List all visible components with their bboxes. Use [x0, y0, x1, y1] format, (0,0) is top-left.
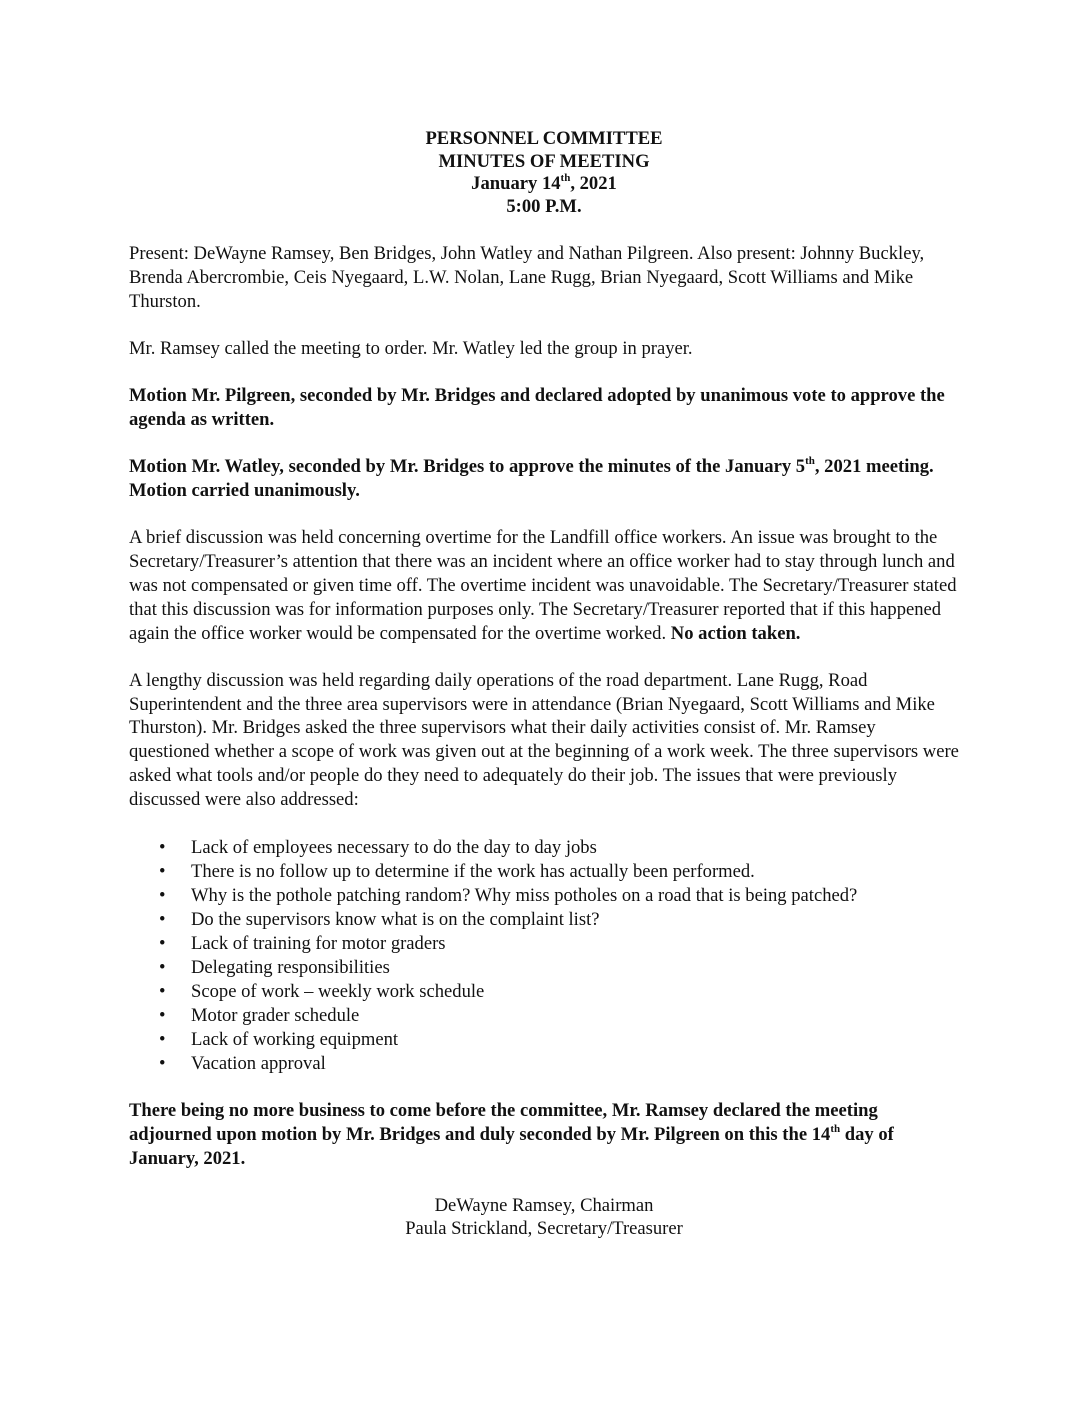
bullet-icon: • — [159, 980, 166, 1002]
overtime-discussion-text: A brief discussion was held concerning overtime for the Landfill office workers. An issue was brought to the Secretary/Treasurer’s attention that there was an incident where an office worker had to stay through lunch and was not compensated or given time off. The overtime incident was unavoidable. The Secretary/Treasurer stated that this discussion was for information purposes only. The Secretary/Treasurer reported that if this happened again the office worker would be compensated for the overtime worked. — [129, 527, 957, 644]
bullet-icon: • — [159, 1052, 166, 1074]
issue-text: Lack of working equipment — [191, 1028, 399, 1050]
issue-text: Scope of work – weekly work schedule — [191, 980, 485, 1002]
issue-item — [129, 1004, 959, 1028]
issue-item — [129, 860, 959, 884]
issue-item — [129, 1052, 959, 1076]
meeting-time: 5:00 P.M. — [506, 195, 582, 217]
adjournment-ordinal: th — [830, 1122, 841, 1135]
meeting-date — [129, 173, 959, 196]
bullet-icon: • — [159, 836, 166, 858]
issue-text: Motor grader schedule — [191, 1004, 360, 1026]
bullet-icon: • — [159, 956, 166, 978]
committee-title: PERSONNEL COMMITTEE — [425, 128, 663, 149]
minutes-motion-ordinal: th — [805, 455, 815, 468]
issue-item — [129, 836, 959, 860]
issue-text: Why is the pothole patching random? Why miss potholes on a road that is being patched? — [191, 884, 858, 906]
adjournment-date: day of January, 2021. — [129, 1123, 894, 1169]
issue-item — [129, 884, 959, 908]
minutes-motion-text: Motion Mr. Watley, seconded by Mr. Bridges to approve the minutes of the January 5 — [129, 456, 806, 478]
meeting-date-ordinal: th — [560, 171, 571, 184]
attendance-paragraph: Present: DeWayne Ramsey, Ben Bridges, John Watley and Nathan Pilgreen. Also present: Johnny Buckley, Brenda Abercrombie, Ceis Nyegaard, L.W. Nolan, Lane Rugg, Brian Nyegaard, Scott Williams and Mike Thurston. — [129, 243, 925, 312]
document-header — [129, 128, 959, 218]
issue-item — [129, 980, 959, 1004]
issue-text: Delegating responsibilities — [191, 956, 390, 978]
bullet-icon: • — [159, 860, 166, 882]
meeting-date-year: , 2021 — [570, 173, 617, 194]
issue-item — [129, 908, 959, 932]
bullet-icon: • — [159, 1004, 166, 1026]
issue-item — [129, 932, 959, 956]
meeting-date-main: January 14 — [471, 173, 561, 194]
issue-text: Vacation approval — [191, 1052, 326, 1074]
bullet-icon: • — [159, 908, 166, 930]
adjournment-paragraph — [129, 1099, 959, 1170]
minutes-motion-result: , 2021 meeting. Motion carried unanimously. — [129, 456, 934, 502]
issue-item — [129, 1028, 959, 1052]
minutes-title: MINUTES OF MEETING — [438, 150, 650, 172]
adjournment-text: There being no more business to come before the committee, Mr. Ramsey declared the meeting adjourned upon motion by Mr. Bridges and duly seconded by Mr. Pilgreen on this the 14 — [129, 1100, 878, 1145]
issue-text: Lack of training for motor graders — [191, 932, 446, 954]
minutes-document — [129, 128, 959, 1240]
bullet-icon: • — [159, 1028, 166, 1050]
road-department-paragraph: A lengthy discussion was held regarding daily operations of the road department. Lane Rugg, Road Superintendent and the three area supervisors were in attendance (Brian Nyegaard, Scott Williams and Mike Thurston). Mr. Bridges asked the three supervisors what their daily activities consist of. Mr. Ramsey questioned whether a scope of work was given out at the beginning of a work week. The three supervisors were asked what tools and/or people do they need to adequately do their job. The issues that were previously discussed were also addressed: — [129, 669, 959, 810]
overtime-discussion-paragraph — [129, 526, 959, 645]
issue-text: There is no follow up to determine if the work has actually been performed. — [191, 860, 755, 882]
minutes-approval-motion — [129, 455, 959, 503]
issue-text: Lack of employees necessary to do the day to day jobs — [191, 836, 597, 858]
issue-text: Do the supervisors know what is on the complaint list? — [191, 908, 600, 930]
issue-item — [129, 956, 959, 980]
chairman-signature: DeWayne Ramsey, Chairman — [434, 1195, 654, 1217]
issues-list — [129, 836, 959, 1076]
agenda-motion: Motion Mr. Pilgreen, seconded by Mr. Bridges and declared adopted by unanimous vote to approve the agenda as written. — [129, 385, 945, 430]
call-to-order-paragraph: Mr. Ramsey called the meeting to order. Mr. Watley led the group in prayer. — [129, 337, 693, 359]
signature-block — [129, 1194, 959, 1240]
overtime-action: No action taken. — [670, 622, 801, 644]
bullet-icon: • — [159, 884, 166, 906]
secretary-signature: Paula Strickland, Secretary/Treasurer — [405, 1218, 683, 1240]
bullet-icon: • — [159, 932, 166, 954]
